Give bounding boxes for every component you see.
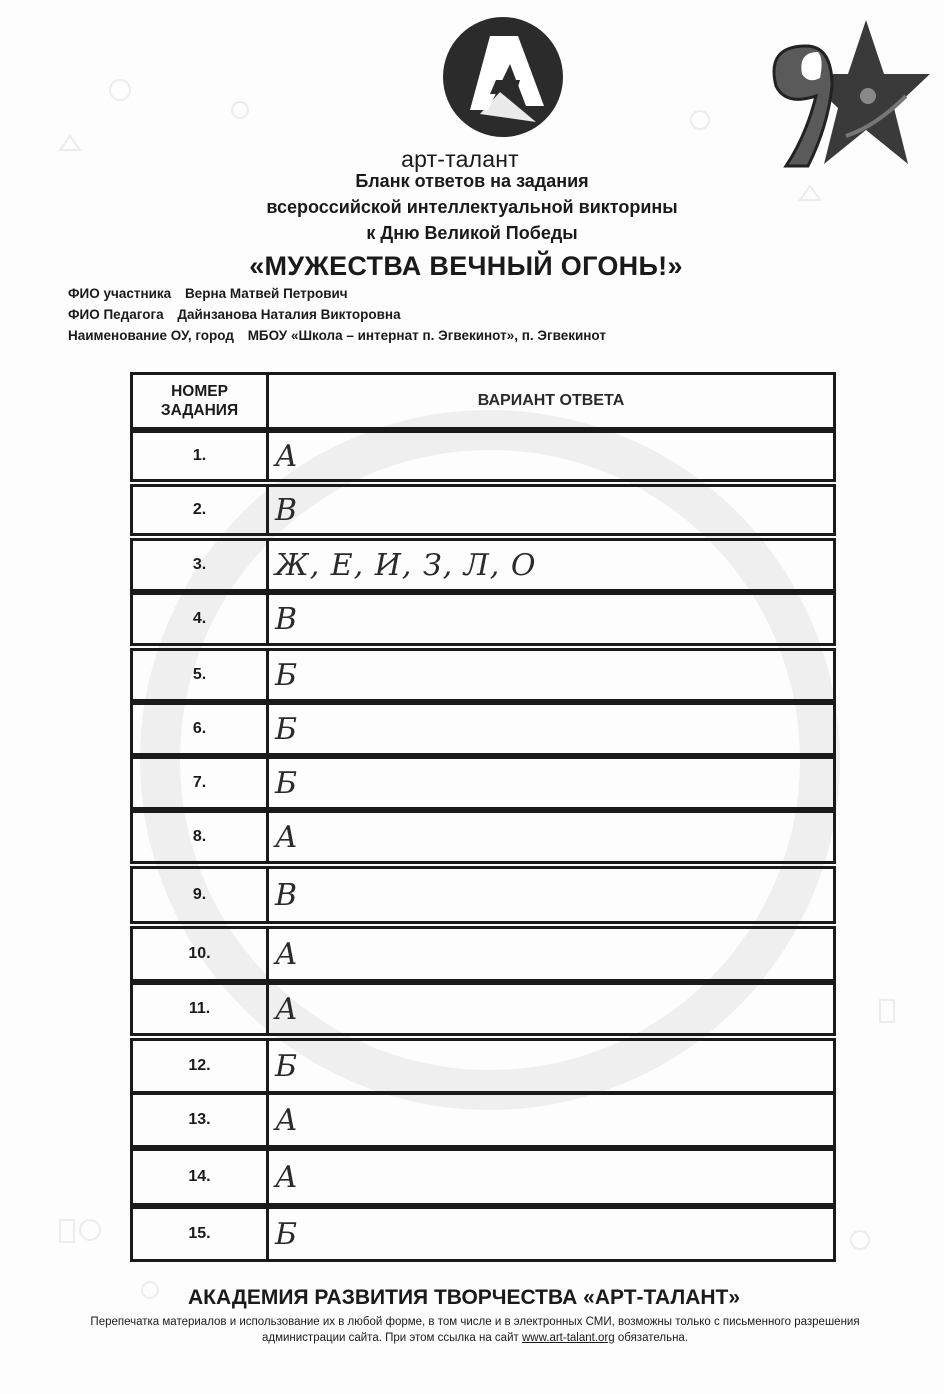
footer-copyright-note: Перепечатка материалов и использование их в любой форме, в том числе и в электронных СМИ, возможны только с письменного разрешения администрации сайта. При этом ссылка на сайт www.art-talant.org обязательна. bbox=[90, 1316, 860, 1344]
handwritten-answer: А bbox=[275, 1102, 299, 1138]
form-title-line-1: Бланк ответов на задания bbox=[355, 171, 589, 191]
column-header-answer: ВАРИАНТ ОТВЕТА bbox=[477, 392, 625, 409]
participant-value: Верна Матвей Петрович bbox=[184, 286, 348, 301]
task-number: 12. bbox=[133, 1041, 269, 1091]
table-row bbox=[130, 592, 836, 646]
table-row bbox=[130, 430, 836, 482]
table-row bbox=[130, 538, 836, 592]
table-row bbox=[130, 982, 836, 1036]
task-number: 13. bbox=[133, 1095, 269, 1145]
task-number: 8. bbox=[133, 813, 269, 861]
task-number: 7. bbox=[133, 759, 269, 807]
participant-label: ФИО участника bbox=[68, 286, 172, 301]
task-number: 1. bbox=[133, 433, 269, 479]
task-number: 15. bbox=[133, 1209, 269, 1259]
handwritten-answer: В bbox=[275, 492, 299, 528]
handwritten-answer: В bbox=[275, 601, 299, 637]
handwritten-answer: Б bbox=[275, 765, 299, 801]
handwritten-answer: А bbox=[275, 438, 299, 474]
handwritten-answer: Б bbox=[275, 657, 299, 693]
column-header-task-number: НОМЕР ЗАДАНИЯ bbox=[133, 375, 269, 427]
handwritten-answer: А bbox=[275, 936, 299, 972]
handwritten-answer: А bbox=[275, 1159, 299, 1195]
table-row bbox=[130, 1148, 836, 1206]
form-title-line-2: всероссийской интеллектуальной викторины bbox=[266, 197, 678, 217]
art-talant-logo-icon bbox=[440, 14, 566, 140]
table-row bbox=[130, 866, 836, 924]
task-number: 6. bbox=[133, 705, 269, 753]
table-row bbox=[130, 1206, 836, 1262]
form-title-line-3: к Дню Великой Победы bbox=[366, 223, 578, 243]
table-row bbox=[130, 810, 836, 864]
handwritten-answer: Б bbox=[275, 1048, 299, 1084]
handwritten-answer: Б bbox=[275, 1216, 299, 1252]
task-number: 2. bbox=[133, 487, 269, 533]
participant-info bbox=[68, 286, 348, 301]
handwritten-answer: В bbox=[275, 877, 299, 913]
table-row bbox=[130, 702, 836, 756]
task-number: 3. bbox=[133, 541, 269, 589]
table-header-row bbox=[130, 372, 836, 430]
teacher-value: Дайнзанова Наталия Викторовна bbox=[177, 307, 401, 322]
site-link[interactable]: www.art-talant.org bbox=[521, 1332, 615, 1344]
teacher-label: ФИО Педагога bbox=[68, 307, 164, 322]
quiz-title: «МУЖЕСТВА ВЕЧНЫЙ ОГОНЬ!» bbox=[249, 251, 683, 281]
table-row bbox=[130, 484, 836, 536]
school-value: МБОУ «Школа – интернат п. Эгвекинот», п. Эгвекинот bbox=[247, 328, 606, 343]
handwritten-answer: А bbox=[275, 991, 299, 1027]
task-number: 10. bbox=[133, 929, 269, 979]
school-label: Наименование ОУ, город bbox=[68, 328, 234, 343]
handwritten-answer: Б bbox=[275, 711, 299, 747]
task-number: 9. bbox=[133, 869, 269, 921]
table-row bbox=[130, 1038, 836, 1094]
handwritten-answer: А bbox=[275, 819, 299, 855]
footer-academy-title: АКАДЕМИЯ РАЗВИТИЯ ТВОРЧЕСТВА «АРТ-ТАЛАНТ» bbox=[187, 1286, 741, 1309]
task-number: 5. bbox=[133, 651, 269, 699]
brand-name: арт-талант bbox=[401, 146, 519, 172]
table-row bbox=[130, 1092, 836, 1148]
task-number: 11. bbox=[133, 985, 269, 1033]
table-row bbox=[130, 648, 836, 702]
handwritten-answer: Ж, Е, И, З, Л, О bbox=[275, 547, 537, 583]
school-info bbox=[68, 328, 606, 343]
teacher-info bbox=[68, 307, 401, 322]
table-row bbox=[130, 756, 836, 810]
task-number: 4. bbox=[133, 595, 269, 643]
task-number: 14. bbox=[133, 1151, 269, 1203]
table-row bbox=[130, 926, 836, 982]
